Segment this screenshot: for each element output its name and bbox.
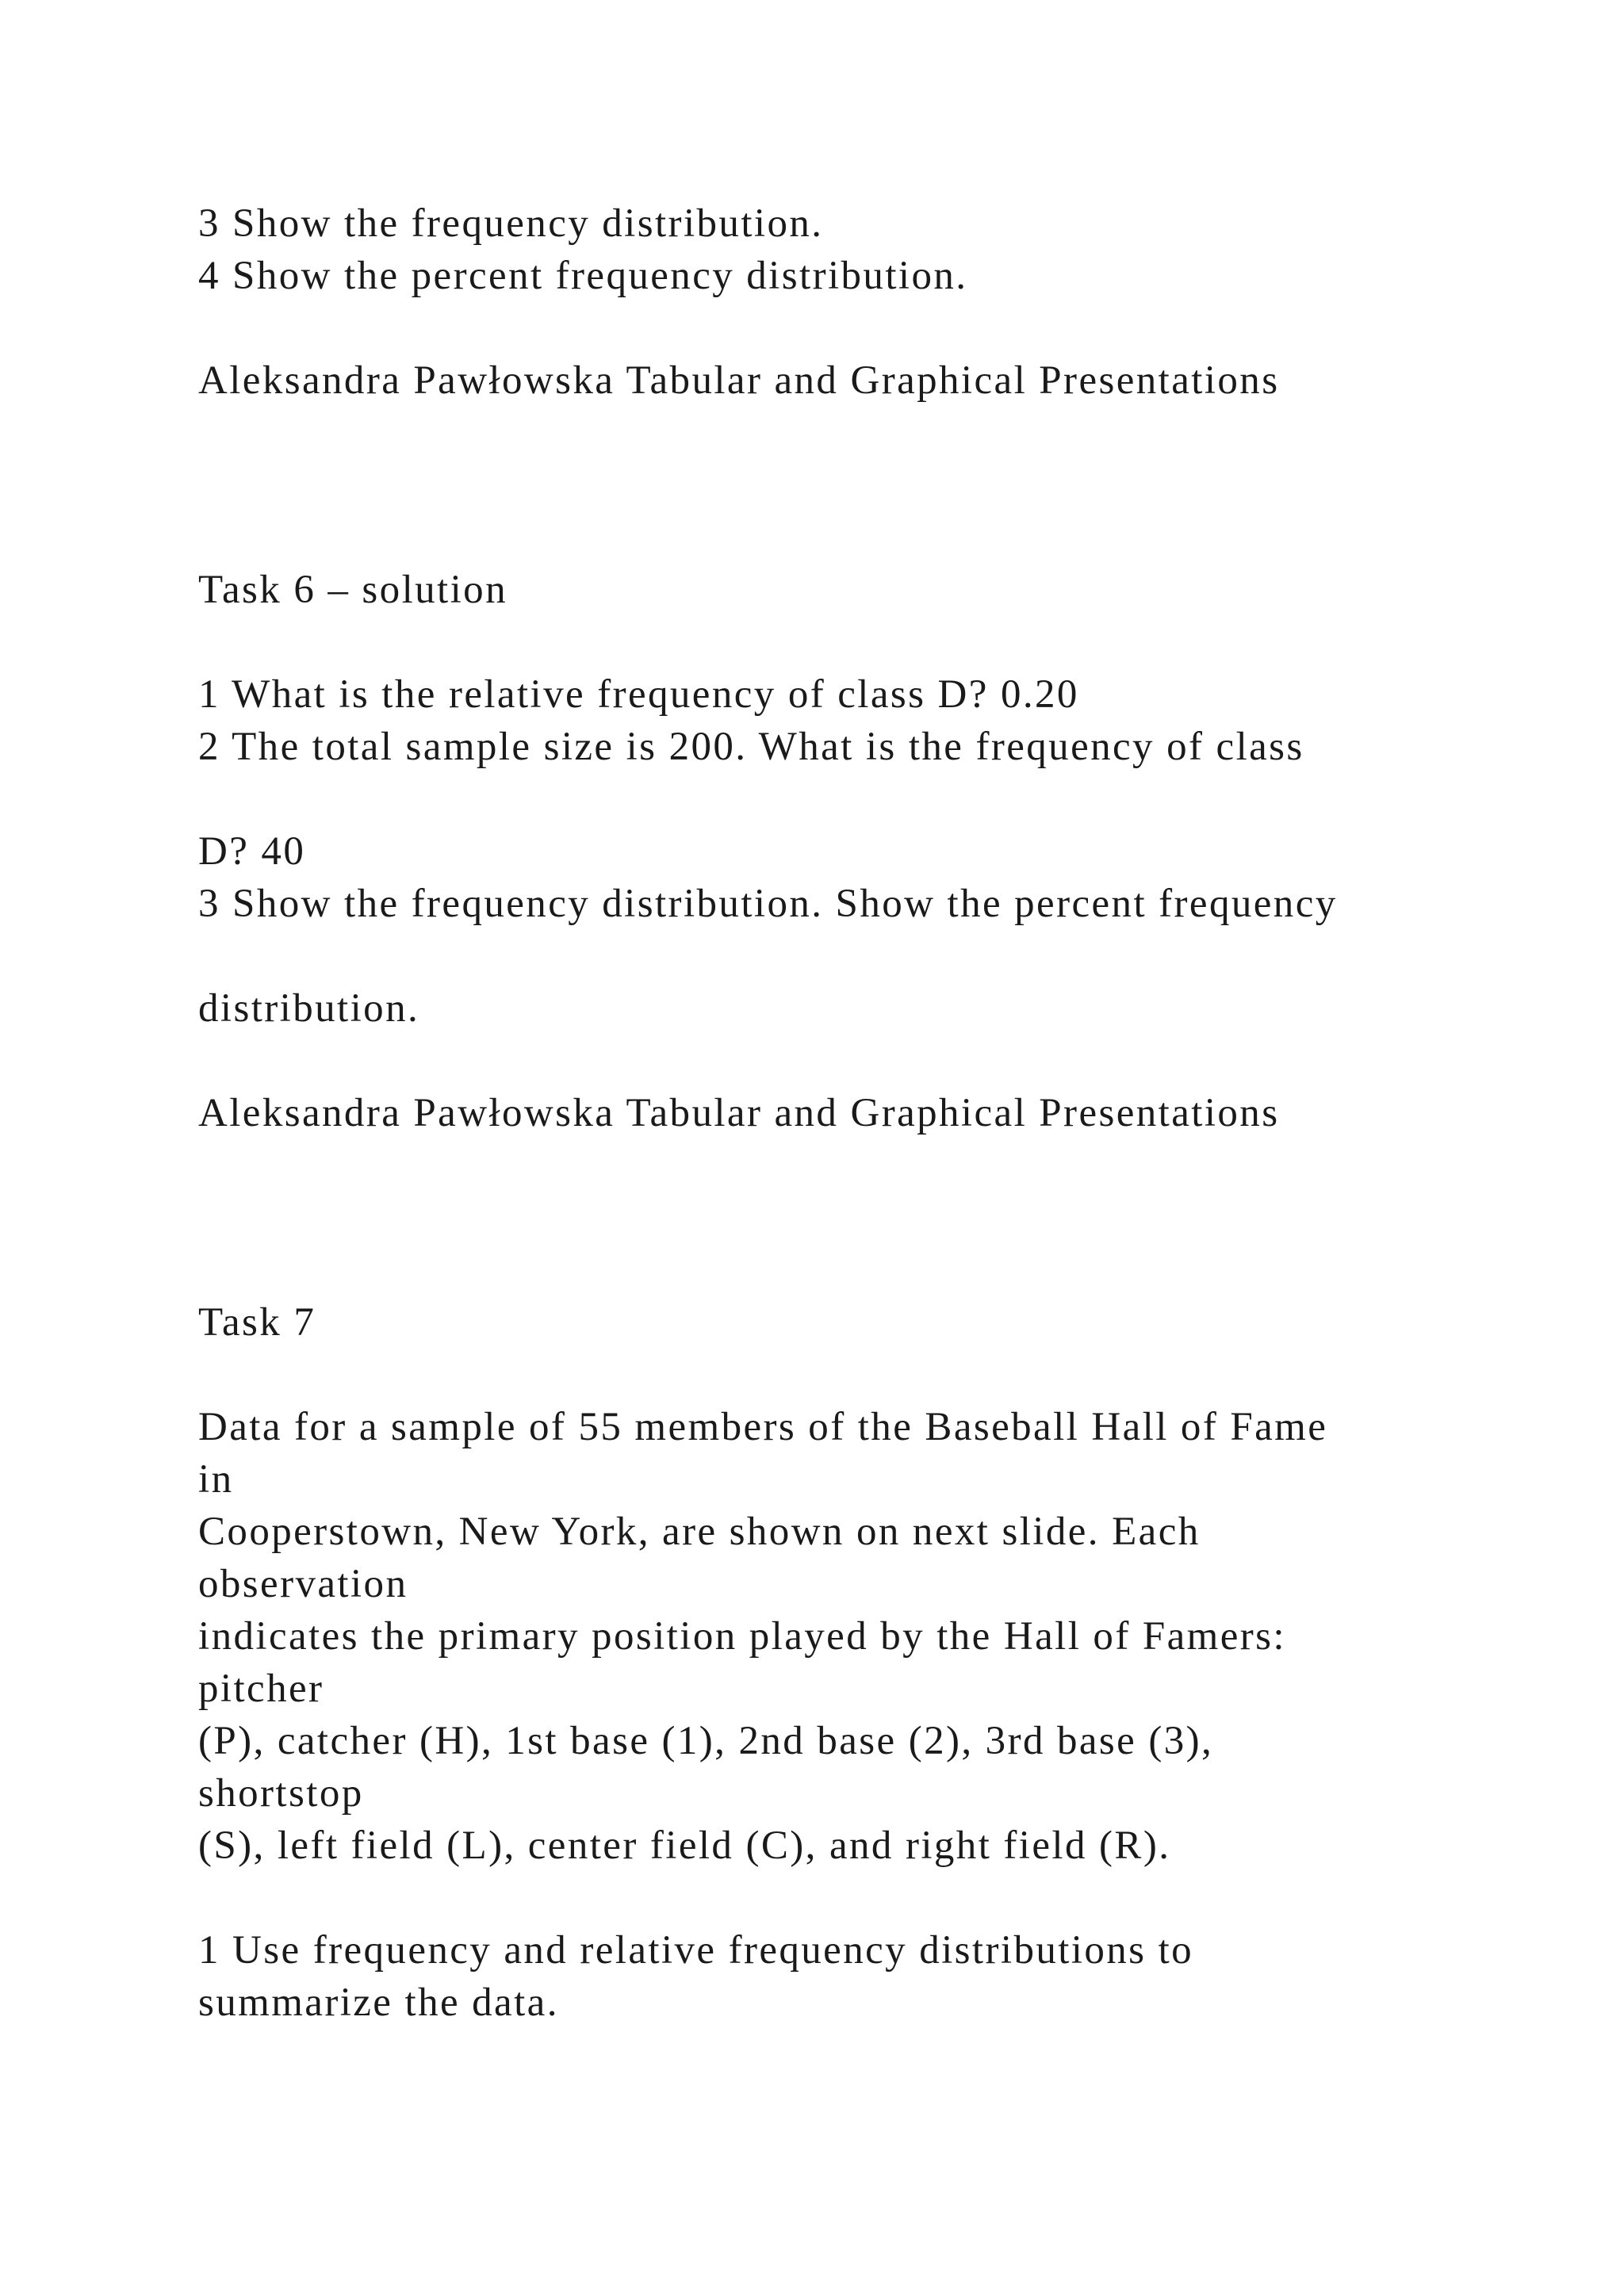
task6-answer-1: 1 What is the relative frequency of class D? 0.20 [198, 672, 1079, 717]
task7-text-line: in [198, 1457, 234, 1502]
task6-question-2: 2 The total sample size is 200. What is the frequency of class [198, 725, 1304, 769]
task7-text-line: (S), left field (L), center field (C), and right field (R). [198, 1823, 1171, 1868]
task7-text-line: shortstop [198, 1771, 364, 1816]
task6-answer-2: D? 40 [198, 829, 306, 874]
slide-footer-2: Aleksandra Pawłowska Tabular and Graphical Presentations [198, 1091, 1280, 1135]
task6-question-3: 3 Show the frequency distribution. Show the percent frequency [198, 882, 1338, 926]
task7-heading: Task 7 [198, 1300, 316, 1345]
document-page [198, 0, 1546, 2296]
task7-question-1-cont: summarize the data. [198, 1980, 559, 2025]
task7-text-line: observation [198, 1562, 408, 1606]
task7-question-1: 1 Use frequency and relative frequency distributions to [198, 1928, 1194, 1973]
task5-item-4: 4 Show the percent frequency distribution. [198, 254, 968, 298]
task7-text-line: Cooperstown, New York, are shown on next slide. Each [198, 1510, 1201, 1554]
slide-footer-1: Aleksandra Pawłowska Tabular and Graphical Presentations [198, 358, 1280, 403]
task7-text-line: Data for a sample of 55 members of the Baseball Hall of Fame [198, 1405, 1328, 1449]
task6-heading: Task 6 – solution [198, 568, 508, 612]
task6-question-3-cont: distribution. [198, 986, 420, 1031]
task5-item-3: 3 Show the frequency distribution. [198, 201, 824, 246]
task7-text-line: indicates the primary position played by the Hall of Famers: [198, 1614, 1286, 1659]
task7-text-line: (P), catcher (H), 1st base (1), 2nd base (2), 3rd base (3), [198, 1719, 1214, 1763]
task7-text-line: pitcher [198, 1667, 324, 1711]
